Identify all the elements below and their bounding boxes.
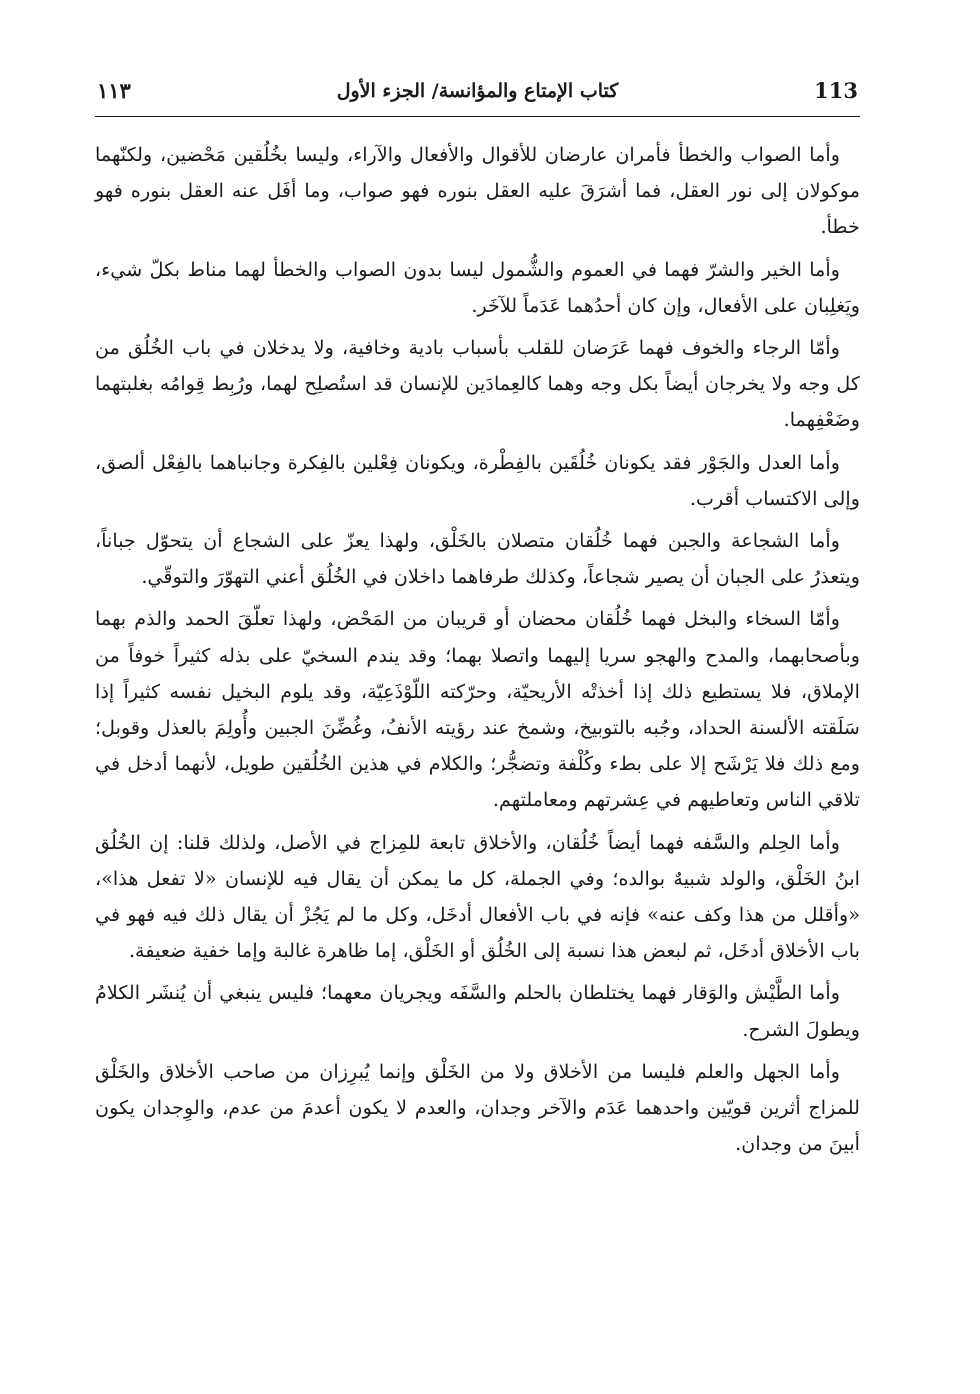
paragraph-forbearance-folly: وأما الحِلم والسَّفه فهما أيضاً خُلُقان، والأخلاق تابعة للمِزاج في الأصل، ولذلك قلنا: إن الخُلُق ابنُ الخَلْق، والولد شبيهٌ بوالده؛ وفي الجملة، كل ما يمكن أن يقال فيه للإنسان «لا تفعل هذا»، «وأقلل من هذا وكف عنه» فإنه في باب الأفعال أدخَل، وكل ما لم يَجُزْ أن يقال ذلك فيه فهو في باب الأخلاق أدخَل، ثم لبعض هذا نسبة إلى الخُلُق أو الخَلْق، إما ظاهرة غالبة وإما خفية ضعيفة. [95, 830, 860, 963]
paragraph-rashness-dignity: وأما الطَّيْش والوَقار فهما يختلطان بالحلم والسَّفَه ويجريان معهما؛ فليس ينبغي أن يُنشَر الكلامُ ويطولَ الشرح. [95, 981, 860, 1041]
paragraph-courage-cowardice: وأما الشجاعة والجبن فهما خُلُقان متصلان بالخَلْق، ولهذا يعزّ على الشجاع أن يتحوّل جباناً، ويتعذرُ على الجبان أن يصير شجاعاً، وكذلك طرفاهما داخلان في الخُلُق أعني التهوّرَ والتوقّي. [95, 529, 860, 589]
paragraph-right-wrong: وأما الصواب والخطأ فأمران عارضان للأقوال والأفعال والآراء، وليسا بخُلُقين مَحْضين، ولكنّهما موكولان إلى نور العقل، فما أشرَقَ عليه العقل بنوره فهو صواب، وما أفَل عنه العقل بنوره فهو خطأ. [95, 143, 860, 239]
page-number-arabic: ١١٣ [97, 78, 131, 103]
paragraph-generosity-miserliness: وأمّا السخاء والبخل فهما خُلُقان محضان أو قريبان من المَحْض، ولهذا تعلّقَ الحمد والذم بهما وبأصحابهما، والمدح والهجو سريا إليهما واتصلا بهما؛ وقد يندم السخيّ على بذله كثيراً خوفاً من الإملاق، فلا يستطيع ذلك إذا أخذتْه الأريحيّة، وحرّكته اللّوْذَعِيّة، وقد يلوم البخيل نفسه كثيراً إذا سَلَقته الألسنة الحداد، وجُبه بالتوبيخ، وشمخ عند رؤيته الأنفُ، وغُضِّنَ الجبين وأُولِمَ بالعذل وقوبل؛ ومع ذلك فلا يَرْشَح إلا على بطء وكُلْفة وتضجُّر؛ والكلام في هذين الخُلُقين طويل، لأنهما أدخل في تلاقي الناس وتعاطيهم في عِشرتهم ومعاملتهم. [95, 607, 860, 812]
body-text [95, 137, 860, 1162]
running-title: كتاب الإمتاع والمؤانسة/ الجزء الأول [336, 80, 619, 102]
paragraph-good-evil: وأما الخير والشرّ فهما في العموم والشُّمول ليسا بدون الصواب والخطأ لهما مناط بكلّ شيء، ويَغلِبان على الأفعال، وإن كان أحدُهما عَدَماً للآخَر. [95, 257, 860, 317]
page-number-latin: 113 [814, 78, 858, 103]
paragraph-justice-injustice: وأما العدل والجَوْر فقد يكونان خُلُقَين بالفِطْرة، ويكونان فِعْلين بالفِكرة وجانباهما بالفِعْل ألصق، وإلى الاكتساب أقرب. [95, 450, 860, 510]
page-header [95, 72, 860, 117]
book-page [95, 72, 860, 1362]
paragraph-hope-fear: وأمّا الرجاء والخوف فهما عَرَضان للقلب بأسباب بادية وخافية، ولا يدخلان في باب الخُلُق من كل وجه ولا يخرجان أيضاً بكل وجه وهما كالعِمادَين للإنسان قد استُصلِح لهما، ورُبِط قِوامُه بغلبتهما وضَعْفِهما. [95, 336, 860, 432]
paragraph-ignorance-knowledge: وأما الجهل والعلم فليسا من الأخلاق ولا من الخَلْق وإنما يُبرِزان من صاحب الأخلاق والخَلْق للمزاج أثرين قويّين واحدهما عَدَم والآخر وجدان، والعدم لا يكون أعدمَ من عدم، والوِجدان يكون أبينَ من وجدان. [95, 1059, 860, 1156]
